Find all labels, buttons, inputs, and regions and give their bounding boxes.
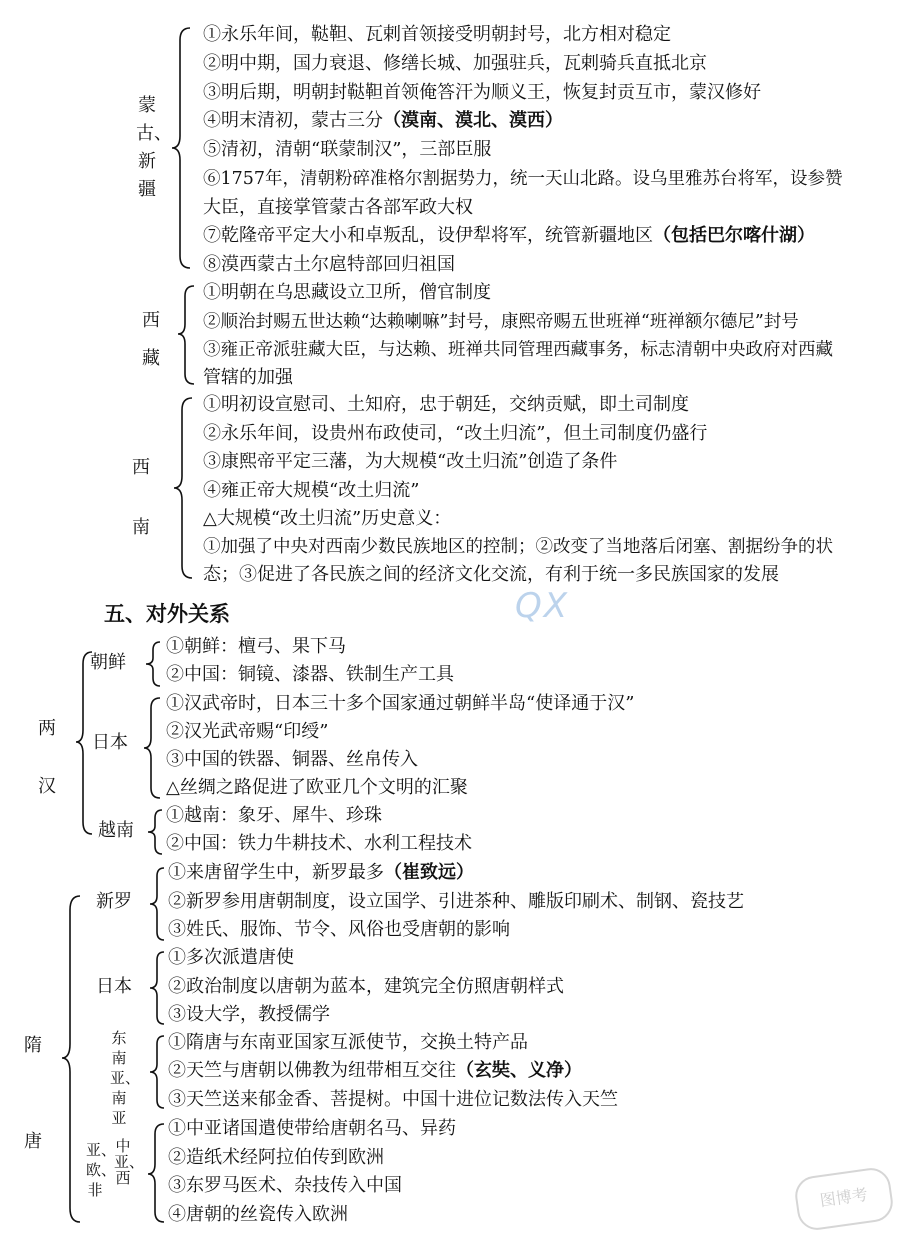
- tibet-item-3a: ③雍正帝派驻藏大臣，与达赖、班禅共同管理西藏事务，标志清朝中央政府对西藏: [203, 340, 833, 360]
- mongol-item-6a: ⑥1757年，清朝粉碎准格尔割据势力，统一天山北路。设乌里雅苏台将军，设参赞: [203, 169, 843, 189]
- brace-han-vietnam: [146, 808, 166, 856]
- tang-japan-item-2: ②政治制度以唐朝为蓝本，建筑完全仿照唐朝样式: [168, 976, 564, 997]
- southwest-item-5: △大规模“改土归流”历史意义：: [203, 508, 452, 529]
- brace-mongol-xinjiang: [170, 26, 194, 270]
- mongol-item-7-text: ⑦乾隆帝平定大小和卓叛乱，设伊犁将军，统管新疆地区: [203, 225, 653, 246]
- group-label-mongol-xinjiang: 蒙古、新疆: [136, 95, 172, 200]
- han-vietnam-item-2: ②中国：铁力牛耕技术、水利工程技术: [166, 833, 472, 854]
- brace-tang-silla: [148, 866, 168, 942]
- brace-sui-tang: [60, 894, 84, 1224]
- mongol-item-4-text: ④明末清初，蒙古三分: [203, 110, 383, 131]
- period-label-han: 两汉: [38, 718, 56, 797]
- han-japan-item-1: ①汉武帝时，日本三十多个国家通过朝鲜半岛“使译通于汉”: [166, 693, 635, 714]
- tang-aea-item-4: ④唐朝的丝瓷传入欧洲: [168, 1204, 348, 1225]
- group-label-tibet: 西藏: [142, 310, 160, 369]
- tang-se-s-asia-item-2-note: （玄奘、义净）: [456, 1060, 582, 1081]
- group-label-southwest: 西南: [132, 457, 150, 538]
- tang-aea-item-2: ②造纸术经阿拉伯传到欧洲: [168, 1147, 384, 1168]
- tang-aea-label: 亚、欧、非: [86, 1141, 117, 1199]
- han-japan-item-3: ③中国的铁器、铜器、丝帛传入: [166, 749, 418, 770]
- brace-han-korea: [144, 640, 164, 688]
- han-japan-item-4: △丝绸之路促进了欧亚几个文明的汇聚: [166, 777, 468, 798]
- han-vietnam-label: 越南: [98, 820, 134, 841]
- tang-silla-item-1-text: ①来唐留学生中，新罗最多: [168, 862, 384, 883]
- brace-han-japan: [142, 696, 164, 802]
- tang-se-s-asia-item-2: [168, 1058, 582, 1084]
- tang-silla-item-2: ②新罗参用唐朝制度，设立国学、引进茶种、雕版印刷术、制钢、瓷技艺: [168, 891, 744, 912]
- tang-se-s-asia-label: 东南亚、南亚: [110, 1029, 141, 1127]
- han-japan-item-2: ②汉光武帝赐“印绶”: [166, 721, 329, 742]
- tibet-item-1: ①明朝在乌思藏设立卫所，僧官制度: [203, 282, 491, 303]
- mongol-item-1: ①永乐年间，鞑靼、瓦剌首领接受明朝封号，北方相对稳定: [203, 24, 671, 45]
- mongol-item-3: ③明后期，明朝封鞑靼首领俺答汗为顺义王，恢复封贡互市，蒙汉修好: [203, 82, 761, 103]
- tang-se-s-asia-item-1: ①隋唐与东南亚国家互派使节，交换土特产品: [168, 1032, 528, 1053]
- southwest-item-1: ①明初设宣慰司、土知府，忠于朝廷，交纳贡赋，即土司制度: [203, 394, 689, 415]
- southwest-item-4: ④雍正帝大规模“改土归流”: [203, 480, 420, 501]
- southwest-item-6a: ①加强了中央对西南少数民族地区的控制；②改变了当地落后闭塞、割据纷争的状: [203, 537, 833, 557]
- han-korea-item-1: ①朝鲜：檀弓、果下马: [166, 636, 346, 657]
- mongol-item-4-note: （漠南、漠北、漠西）: [383, 110, 563, 131]
- tang-aea-item-3: ③东罗马医术、杂技传入中国: [168, 1175, 402, 1196]
- brace-tang-aea: [146, 1122, 168, 1226]
- tang-japan-label: 日本: [96, 976, 132, 997]
- stamp-logo: 图博考: [793, 1166, 896, 1233]
- tibet-item-2: ②顺治封赐五世达赖“达赖喇嘛”封号，康熙帝赐五世班禅“班禅额尔德尼”封号: [203, 312, 799, 332]
- tang-se-s-asia-item-2-text: ②天竺与唐朝以佛教为纽带相互交往: [168, 1060, 456, 1081]
- brace-tibet: [176, 284, 198, 386]
- mongol-item-7: [203, 223, 815, 249]
- han-vietnam-item-1: ①越南：象牙、犀牛、珍珠: [166, 805, 382, 826]
- tang-japan-item-3: ③设大学，教授儒学: [168, 1004, 330, 1025]
- section-title: 五、对外关系: [104, 602, 230, 626]
- tang-japan-item-1: ①多次派遣唐使: [168, 947, 294, 968]
- tang-silla-item-1-note: （崔致远）: [384, 862, 474, 883]
- mongol-item-6b: 大臣，直接掌管蒙古各部军政大权: [203, 197, 473, 218]
- tang-silla-item-1: [168, 860, 474, 886]
- mongol-item-8: ⑧漠西蒙古土尔扈特部回归祖国: [203, 254, 455, 275]
- han-japan-label: 日本: [92, 732, 128, 753]
- brace-tang-se-s-asia: [148, 1034, 168, 1110]
- mongol-item-2: ②明中期，国力衰退、修缮长城、加强驻兵，瓦剌骑兵直抵北京: [203, 53, 707, 74]
- tibet-item-3b: 管辖的加强: [203, 367, 293, 388]
- tang-se-s-asia-item-3: ③天竺送来郁金香、菩提树。中国十进位记数法传入天竺: [168, 1089, 618, 1110]
- mongol-item-5: ⑤清初，清朝“联蒙制汉”，三部臣服: [203, 139, 492, 160]
- southwest-item-2: ②永乐年间，设贵州布政使司，“改土归流”，但土司制度仍盛行: [203, 423, 708, 444]
- han-korea-item-2: ②中国：铜镜、漆器、铁制生产工具: [166, 664, 454, 685]
- tang-silla-item-3: ③姓氏、服饰、节令、风俗也受唐朝的影响: [168, 919, 510, 940]
- brace-tang-japan: [148, 950, 168, 1026]
- southwest-item-3: ③康熙帝平定三藩，为大规模“改土归流”创造了条件: [203, 451, 618, 472]
- watermark-text: QX: [515, 586, 570, 626]
- tang-aea-label-2: 中亚、西: [114, 1137, 145, 1187]
- period-label-sui-tang: 隋唐: [24, 1035, 42, 1152]
- han-korea-label: 朝鲜: [90, 652, 126, 673]
- tang-aea-item-1: ①中亚诸国遣使带给唐朝名马、异药: [168, 1118, 456, 1139]
- southwest-item-6b: 态；③促进了各民族之间的经济文化交流，有利于统一多民族国家的发展: [203, 564, 779, 585]
- mongol-item-7-note: （包括巴尔喀什湖）: [653, 225, 815, 246]
- mongol-item-4: [203, 108, 563, 134]
- tang-silla-label: 新罗: [96, 891, 132, 912]
- brace-southwest: [172, 396, 196, 580]
